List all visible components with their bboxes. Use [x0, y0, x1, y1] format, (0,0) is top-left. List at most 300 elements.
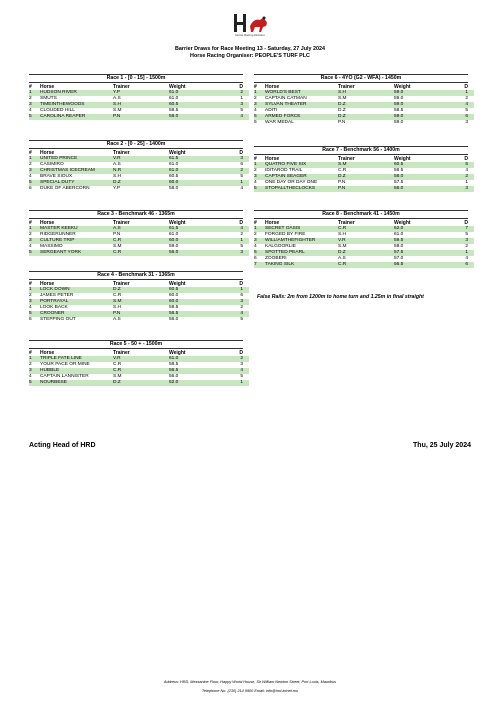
cell-horse: SPOTTED PEARL: [265, 250, 338, 256]
cell-num: 1: [29, 226, 40, 232]
cell-weight: 59.0: [394, 90, 432, 96]
cell-weight: 60.0: [169, 180, 207, 186]
cell-num: 3: [254, 174, 265, 180]
cell-trainer: D.Z: [338, 102, 394, 108]
column-header-horse: Horse: [40, 350, 55, 356]
cell-num: 6: [29, 317, 32, 322]
cell-num: 2: [29, 362, 32, 367]
document-title: Barrier Draws for Race Meeting 13 - Saturday, 27 July 2024: [174, 46, 325, 52]
cell-trainer: C.R: [338, 168, 347, 173]
cell-num: 7: [254, 262, 265, 268]
cell-num: 4: [254, 108, 257, 113]
cell-d: 1: [432, 90, 474, 96]
cell-d: 1: [207, 380, 249, 386]
cell-num: 5: [29, 380, 40, 386]
cell-num: 5: [29, 311, 40, 317]
cell-num: 6: [29, 186, 32, 191]
race-title: Race 6 - 4YO (G2 - WFA) - 1450m: [254, 74, 468, 83]
column-header-trainer: Trainer: [338, 220, 355, 226]
cell-horse: HUBBLE: [40, 368, 113, 374]
race-entries-table: [29, 220, 249, 256]
column-header-weight: Weight: [394, 84, 411, 90]
cell-trainer: D.Z: [113, 287, 169, 293]
cell-num: 4: [29, 108, 32, 113]
cell-weight: 59.0: [394, 120, 404, 125]
column-header-num: #: [254, 84, 257, 90]
cell-horse: HUDSON RIVER: [40, 90, 113, 96]
cell-num: 5: [254, 250, 265, 256]
cell-d: 3: [432, 238, 474, 244]
cell-d: 2: [207, 168, 249, 174]
cell-trainer: D.Z: [113, 180, 169, 186]
cell-horse: FORGED BY FIRE: [265, 232, 306, 237]
cell-weight: 59.0: [394, 114, 432, 120]
cell-horse: CAPTAIN CATMAN: [265, 96, 307, 101]
cell-num: 3: [29, 168, 40, 174]
cell-d: 7: [432, 226, 474, 232]
cell-d: 2: [465, 96, 468, 101]
cell-horse: QUATRO FIVE SIX: [265, 162, 338, 168]
cell-d: 3: [207, 299, 249, 305]
cell-d: 4: [207, 368, 249, 374]
cell-num: 2: [29, 232, 32, 237]
column-header-num: #: [29, 281, 32, 287]
cell-trainer: P.N: [113, 311, 169, 317]
cell-weight: 61.0: [169, 232, 179, 237]
race-entries-table: [29, 84, 249, 120]
cell-weight: 59.5: [394, 238, 432, 244]
cell-horse: CULTURE TRIP: [40, 238, 113, 244]
race-entries-table: [29, 150, 249, 192]
cell-weight: 61.0: [394, 232, 404, 237]
cell-d: 1: [240, 96, 243, 101]
cell-trainer: S.M: [338, 244, 347, 249]
cell-horse: CASIMIRO: [40, 162, 64, 167]
cell-trainer: D.Z: [338, 174, 394, 180]
cell-trainer: S.M: [113, 244, 122, 249]
cell-weight: 61.5: [169, 226, 207, 232]
column-header-horse: Horse: [40, 150, 55, 156]
cell-trainer: S.M: [113, 299, 169, 305]
cell-d: 6: [240, 162, 243, 167]
column-header-weight: Weight: [169, 150, 186, 156]
cell-horse: ONE DAY OR DAY ONE: [265, 180, 318, 185]
cell-num: 5: [254, 186, 265, 192]
cell-d: 2: [240, 232, 243, 237]
cell-trainer: C.R: [113, 250, 169, 256]
cell-num: 1: [254, 90, 265, 96]
cell-horse: BRAVE SIOUX: [40, 174, 73, 179]
cell-num: 3: [254, 238, 265, 244]
cell-weight: 61.0: [169, 96, 179, 101]
cell-num: 5: [254, 114, 265, 120]
cell-horse: SECRET OASIS: [265, 226, 338, 232]
cell-num: 2: [29, 96, 32, 101]
cell-num: 1: [29, 156, 40, 162]
column-header-horse: Horse: [40, 281, 55, 287]
cell-num: 2: [254, 232, 257, 237]
cell-d: 3: [240, 362, 243, 367]
cell-horse: SERGEANT YORK: [40, 250, 113, 256]
table-row: [254, 262, 474, 268]
cell-horse: KALGOORLIE: [265, 244, 296, 249]
column-header-trainer: Trainer: [338, 156, 355, 162]
cell-horse: DUKE OF ABERCORN: [40, 186, 90, 191]
column-header-d: D: [464, 156, 468, 162]
race-entries-table: [254, 220, 474, 268]
column-header-horse: Horse: [40, 220, 55, 226]
cell-d: 4: [465, 256, 468, 261]
cell-weight: 57.5: [394, 180, 404, 185]
cell-horse: CAPTAIN LANNISTER: [40, 374, 89, 379]
cell-d: 2: [240, 305, 243, 310]
cell-horse: SMUTS: [40, 96, 57, 101]
cell-num: 3: [29, 238, 40, 244]
table-row: [29, 186, 249, 192]
cell-horse: WAR MEDAL: [265, 120, 294, 125]
cell-d: 4: [207, 311, 249, 317]
cell-trainer: A.S: [113, 96, 121, 101]
cell-d: 6: [240, 293, 243, 298]
column-header-num: #: [29, 350, 32, 356]
column-header-d: D: [239, 84, 243, 90]
cell-weight: 56.0: [169, 374, 179, 379]
race-title: Race 3 - Benchmark 46 - 1365m: [29, 210, 243, 219]
cell-num: 5: [29, 250, 40, 256]
race-4-block: [29, 271, 243, 323]
cell-horse: CAPTAIN SEAGER: [265, 174, 338, 180]
cell-horse: YOUR PACE OR MINE: [40, 362, 90, 367]
cell-num: 3: [29, 299, 40, 305]
race-title: Race 7 - Benchmark 56 - 1400m: [254, 146, 468, 155]
cell-d: 6: [432, 262, 474, 268]
cell-trainer: D.Z: [113, 380, 169, 386]
cell-horse: SPECIAL DUTY: [40, 180, 113, 186]
cell-trainer: P.N: [338, 120, 346, 125]
cell-d: 3: [207, 250, 249, 256]
hrd-logo: [228, 12, 274, 46]
table-row: [29, 250, 249, 256]
column-header-trainer: Trainer: [113, 84, 130, 90]
cell-num: 2: [254, 96, 257, 101]
cell-horse: TRIPLE FATE LINE: [40, 356, 113, 362]
race-title: Race 5 - 50 + - 1500m: [29, 340, 243, 349]
table-row: [254, 186, 474, 192]
race-title: Race 1 - [0 - 15] - 1500m: [29, 74, 243, 83]
cell-trainer: A.S: [113, 317, 121, 322]
cell-trainer: N.R: [113, 168, 169, 174]
cell-horse: MASTER KEEKU: [40, 226, 113, 232]
race-2-block: [29, 140, 243, 192]
cell-d: 6: [432, 114, 474, 120]
column-header-horse: Horse: [265, 84, 280, 90]
column-header-trainer: Trainer: [113, 350, 130, 356]
cell-trainer: S.M: [338, 162, 394, 168]
cell-trainer: S.H: [338, 232, 346, 237]
race-title: Race 4 - Benchmark 31 - 1365m: [29, 271, 243, 280]
false-rails-note: False Rails: 2m from 1200m to home turn and 1.25m in final straight: [257, 294, 424, 300]
cell-trainer: P.N: [113, 114, 169, 120]
race-7-block: [254, 146, 468, 192]
cell-weight: 60.5: [394, 162, 432, 168]
cell-d: 5: [240, 174, 243, 179]
cell-horse: STOPALLTHECLOCKS: [265, 186, 338, 192]
cell-num: 4: [254, 244, 257, 249]
cell-weight: 59.5: [169, 108, 179, 113]
cell-horse: WORLD'S BEST: [265, 90, 338, 96]
race-6-block: [254, 74, 468, 126]
cell-weight: 58.0: [394, 174, 432, 180]
cell-d: 5: [240, 374, 243, 379]
cell-weight: 57.0: [394, 256, 404, 261]
cell-trainer: S.M: [338, 96, 347, 101]
column-header-weight: Weight: [169, 281, 186, 287]
cell-horse: RIDGERUNNER: [40, 232, 76, 237]
column-header-trainer: Trainer: [338, 84, 355, 90]
column-header-num: #: [29, 150, 32, 156]
column-header-d: D: [239, 220, 243, 226]
cell-num: 2: [29, 162, 32, 167]
cell-d: 1: [207, 180, 249, 186]
cell-d: 5: [240, 244, 243, 249]
cell-num: 1: [29, 287, 40, 293]
cell-weight: 59.0: [394, 102, 432, 108]
cell-horse: CROONER: [40, 311, 113, 317]
cell-d: 5: [240, 317, 243, 322]
cell-d: 5: [465, 108, 468, 113]
cell-trainer: S.M: [113, 108, 122, 113]
cell-horse: NOURBESE: [40, 380, 113, 386]
cell-weight: 60.5: [169, 287, 207, 293]
race-8-block: [254, 210, 468, 268]
cell-num: 6: [254, 256, 257, 261]
cell-weight: 60.0: [169, 293, 179, 298]
signoff: Acting Head of HRD: [29, 442, 96, 449]
cell-trainer: Y.P: [113, 90, 169, 96]
cell-weight: 62.0: [394, 226, 432, 232]
cell-d: 2: [465, 244, 468, 249]
cell-num: 3: [254, 102, 265, 108]
column-header-weight: Weight: [394, 220, 411, 226]
cell-weight: 60.0: [169, 299, 207, 305]
cell-weight: 59.0: [394, 244, 404, 249]
cell-horse: LOOK BACK: [40, 305, 68, 310]
cell-weight: 57.5: [394, 250, 432, 256]
cell-horse: UNITED PRINCE: [40, 156, 113, 162]
cell-trainer: P.N: [113, 232, 121, 237]
cell-horse: TAKING SILK: [265, 262, 338, 268]
footer-address: Address: HRD, Mezzanine Floor, Happy World House, Sir William Newton Street, Port Louis, Mauritius: [163, 680, 337, 684]
race-entries-table: [254, 156, 474, 192]
cell-num: 5: [29, 180, 40, 186]
race-5-block: [29, 340, 243, 386]
column-header-num: #: [254, 156, 257, 162]
cell-d: 2: [207, 356, 249, 362]
cell-horse: JAMES PETER: [40, 293, 74, 298]
cell-d: 1: [207, 287, 249, 293]
cell-num: 6: [254, 120, 257, 125]
cell-weight: 60.0: [169, 238, 207, 244]
cell-weight: 56.0: [394, 186, 432, 192]
race-title: Race 8 - Benchmark 41 - 1450m: [254, 210, 468, 219]
cell-d: 3: [432, 186, 474, 192]
cell-weight: 59.0: [394, 96, 404, 101]
cell-weight: 61.0: [169, 168, 207, 174]
column-header-d: D: [239, 350, 243, 356]
cell-trainer: A.S: [113, 226, 169, 232]
column-header-d: D: [239, 150, 243, 156]
cell-trainer: D.Z: [338, 114, 394, 120]
column-header-weight: Weight: [394, 156, 411, 162]
cell-d: 5: [432, 162, 474, 168]
cell-d: 1: [465, 180, 468, 185]
column-header-weight: Weight: [169, 84, 186, 90]
cell-horse: WILLIAMTHEFIGHTER: [265, 238, 338, 244]
cell-trainer: P.N: [338, 180, 346, 185]
cell-d: 3: [207, 156, 249, 162]
cell-horse: TIMEINTHEWOODS: [40, 102, 113, 108]
cell-num: 1: [29, 356, 40, 362]
column-header-horse: Horse: [40, 84, 55, 90]
cell-trainer: S.H: [338, 90, 394, 96]
logo-caption: Horse Racing Division: [235, 33, 265, 37]
column-header-num: #: [29, 220, 32, 226]
cell-trainer: C.R: [113, 238, 169, 244]
cell-trainer: S.H: [113, 305, 121, 310]
cell-d: 1: [207, 238, 249, 244]
cell-weight: 60.5: [169, 174, 179, 179]
cell-num: 4: [29, 305, 32, 310]
cell-num: 4: [29, 174, 32, 179]
cell-trainer: C.R: [113, 362, 122, 367]
cell-horse: ZOOBERI: [265, 256, 287, 261]
cell-num: 2: [29, 293, 32, 298]
cell-trainer: D.Z: [338, 250, 394, 256]
cell-d: 2: [207, 90, 249, 96]
cell-trainer: C.R: [113, 368, 169, 374]
race-entries-table: [29, 281, 249, 323]
cell-weight: 58.5: [394, 108, 404, 113]
cell-weight: 56.5: [169, 311, 207, 317]
cell-weight: 56.5: [169, 368, 207, 374]
cell-weight: 59.5: [169, 305, 179, 310]
table-row: [29, 114, 249, 120]
cell-trainer: S.M: [113, 374, 122, 379]
cell-trainer: P.N: [338, 186, 394, 192]
cell-trainer: S.H: [113, 102, 169, 108]
cell-d: 4: [207, 114, 249, 120]
race-1-block: [29, 74, 243, 120]
column-header-weight: Weight: [169, 350, 186, 356]
cell-horse: CAROLINA REAPER: [40, 114, 113, 120]
cell-horse: MASSIMO: [40, 244, 63, 249]
cell-horse: CHRISTMAS ICECREAM: [40, 168, 113, 174]
race-entries-table: [29, 350, 249, 386]
race-entries-table: [254, 84, 474, 126]
issue-date: Thu, 25 July 2024: [413, 442, 471, 449]
footer-contact: Telephone No. (230) 214 9900 Email: info@hrd.intnet.mu: [201, 689, 299, 693]
cell-trainer: D.Z: [338, 108, 346, 113]
column-header-trainer: Trainer: [113, 281, 130, 287]
column-header-d: D: [464, 220, 468, 226]
cell-trainer: S.H: [113, 174, 121, 179]
cell-trainer: A.S: [113, 162, 121, 167]
column-header-d: D: [464, 84, 468, 90]
cell-weight: 61.5: [169, 156, 207, 162]
cell-weight: 61.0: [169, 90, 207, 96]
cell-num: 5: [29, 114, 40, 120]
table-row: [254, 120, 474, 126]
cell-d: 3: [207, 102, 249, 108]
cell-num: 1: [254, 226, 265, 232]
cell-weight: 58.0: [169, 186, 179, 191]
cell-weight: 56.0: [169, 317, 179, 322]
table-row: [29, 380, 249, 386]
cell-d: 3: [465, 120, 468, 125]
cell-weight: 58.5: [169, 362, 179, 367]
cell-weight: 56.0: [169, 250, 207, 256]
cell-trainer: C.R: [338, 262, 394, 268]
cell-weight: 61.0: [169, 162, 179, 167]
column-header-num: #: [29, 84, 32, 90]
cell-d: 4: [465, 168, 468, 173]
column-header-trainer: Trainer: [113, 220, 130, 226]
cell-num: 2: [254, 168, 257, 173]
column-header-trainer: Trainer: [113, 150, 130, 156]
cell-horse: SYLVAN THEATER: [265, 102, 338, 108]
column-header-d: D: [239, 281, 243, 287]
cell-weight: 59.0: [169, 244, 179, 249]
cell-weight: 52.0: [169, 380, 207, 386]
cell-num: 4: [29, 374, 32, 379]
cell-d: 4: [432, 102, 474, 108]
cell-num: 1: [254, 162, 265, 168]
column-header-num: #: [254, 220, 257, 226]
cell-weight: 61.0: [169, 356, 207, 362]
cell-horse: IDITAROD TRAIL: [265, 168, 303, 173]
cell-weight: 56.5: [394, 262, 432, 268]
organiser-line: Horse Racing Organiser: PEOPLE'S TURF PLC: [190, 53, 310, 59]
cell-d: 1: [432, 250, 474, 256]
cell-trainer: V.R: [113, 356, 169, 362]
cell-num: 4: [29, 244, 32, 249]
cell-num: 3: [29, 102, 40, 108]
cell-horse: LOCK DOWN: [40, 287, 113, 293]
cell-weight: 58.0: [169, 114, 207, 120]
table-row: [29, 317, 249, 323]
column-header-weight: Weight: [169, 220, 186, 226]
cell-num: 3: [29, 368, 40, 374]
column-header-horse: Horse: [265, 156, 280, 162]
cell-num: 4: [254, 180, 257, 185]
cell-weight: 58.5: [394, 168, 404, 173]
cell-horse: STEPPING OUT: [40, 317, 76, 322]
cell-weight: 60.5: [169, 102, 207, 108]
column-header-horse: Horse: [265, 220, 280, 226]
cell-num: 1: [29, 90, 40, 96]
cell-trainer: V.R: [113, 156, 169, 162]
cell-trainer: V.R: [338, 238, 394, 244]
cell-horse: ADITI: [265, 108, 278, 113]
cell-trainer: C.R: [338, 226, 394, 232]
cell-d: 4: [240, 186, 243, 191]
race-title: Race 2 - [0 - 25] - 1400m: [29, 140, 243, 149]
cell-trainer: A.S: [338, 256, 346, 261]
cell-d: 5: [240, 108, 243, 113]
race-3-block: [29, 210, 243, 256]
cell-d: 2: [432, 174, 474, 180]
cell-trainer: C.R: [113, 293, 122, 298]
